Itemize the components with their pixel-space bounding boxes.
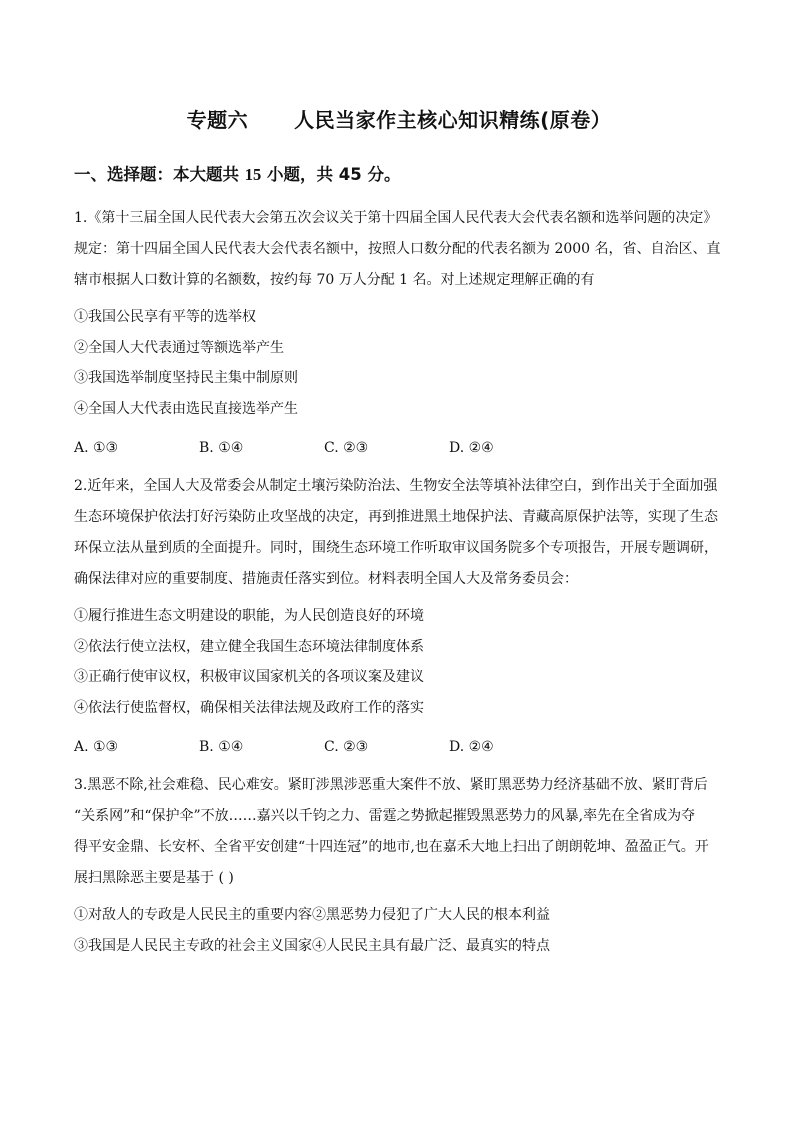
statement-list [74,900,724,961]
section-heading-suffix: 小题，共 45 分。 [267,165,401,184]
choice-c: C. ②③ [324,739,369,755]
stem-line: 2.近年来，全国人大及常委会从制定土壤污染防治法、生物安全法等填补法律空白，到作出关于全面加强 [74,478,718,494]
statement-list [74,302,724,424]
answer-choices [74,732,724,762]
statement-item: ③我国是人民民主专政的社会主义国家④人民民主具有最广泛、最真实的特点 [74,937,550,954]
stem-line: “关系网”和“保护伞”不放……嘉兴以千钧之力、雷霆之势掀起摧毁黑恶势力的风暴,率先在全省成为夺 [74,808,696,824]
stem-line: 得平安金鼎、长安杯、全省平安创建“十四连冠”的地市,也在嘉禾大地上扫出了朗朗乾坤、盈盈正气。开 [74,839,709,855]
statement-item: ①我国公民享有平等的选举权 [74,309,256,325]
statement-item: ②依法行使立法权，建立健全我国生态环境法律制度体系 [74,638,424,655]
question-stem [74,770,724,894]
stem-line: 辖市根据人口数计算的名额数，按约每 70 万人分配 1 名。对上述规定理解正确的有 [74,272,595,288]
statement-item: ③我国选举制度坚持民主集中制原则 [74,370,298,386]
stem-line: 生态环境保护依法打好污染防止攻坚战的决定，再到推进黑土地保护法、青藏高原保护法等，实现了生态 [74,509,718,525]
title-topic-number: 专题六 [186,108,249,132]
question-3 [74,770,724,961]
section-question-count: 15 [244,165,262,184]
choice-a: A. ①③ [74,440,119,456]
stem-line: 1.《第十三届全国人民代表大会第五次会议关于第十四届全国人民代表大会代表名额和选举问题的决定》 [74,210,718,226]
stem-line: 规定：第十四届全国人民代表大会代表名额中，按照人口数分配的代表名额为 2000 名，省、自治区、直 [74,241,721,257]
stem-line: 环保立法从量到质的全面提升。同时，围绕生态环境工作听取审议国务院多个专项报告，开展专题调研， [74,540,718,556]
page-title [74,104,724,133]
statement-item: ④依法行使监督权，确保相关法律法规及政府工作的落实 [74,699,424,716]
statement-item: ①对敌人的专政是人民民主的重要内容②黑恶势力侵犯了广大人民的根本利益 [74,907,550,923]
question-stem [74,203,724,296]
statement-item: ②全国人大代表通过等额选举产生 [74,339,284,356]
choice-c: C. ②③ [324,440,369,456]
question-stem [74,471,724,595]
statement-list [74,601,724,723]
choice-d: D. ②④ [449,440,494,456]
section-heading [74,161,724,185]
title-topic-name: 人民当家作主核心知识精练(原卷） [294,108,612,132]
answer-choices [74,433,724,463]
statement-item: ③正确行使审议权，积极审议国家机关的各项议案及建议 [74,669,424,685]
question-1 [74,203,724,463]
choice-a: A. ①③ [74,739,119,755]
section-heading-prefix: 一、选择题：本大题共 [74,165,239,184]
statement-item: ④全国人大代表由选民直接选举产生 [74,400,298,417]
choice-d: D. ②④ [449,739,494,755]
statement-item: ①履行推进生态文明建设的职能，为人民创造良好的环境 [74,608,424,624]
stem-line: 展扫黑除恶主要是基于 ( ) [74,870,234,886]
stem-line: 3.黑恶不除,社会难稳、民心难安。紧盯涉黑涉恶重大案件不放、紧盯黑恶势力经济基础不放、紧盯背后 [74,777,708,793]
choice-b: B. ①④ [199,440,244,456]
stem-line: 确保法律对应的重要制度、措施责任落实到位。材料表明全国人大及常务委员会： [74,571,578,587]
choice-b: B. ①④ [199,739,244,755]
question-2 [74,471,724,762]
